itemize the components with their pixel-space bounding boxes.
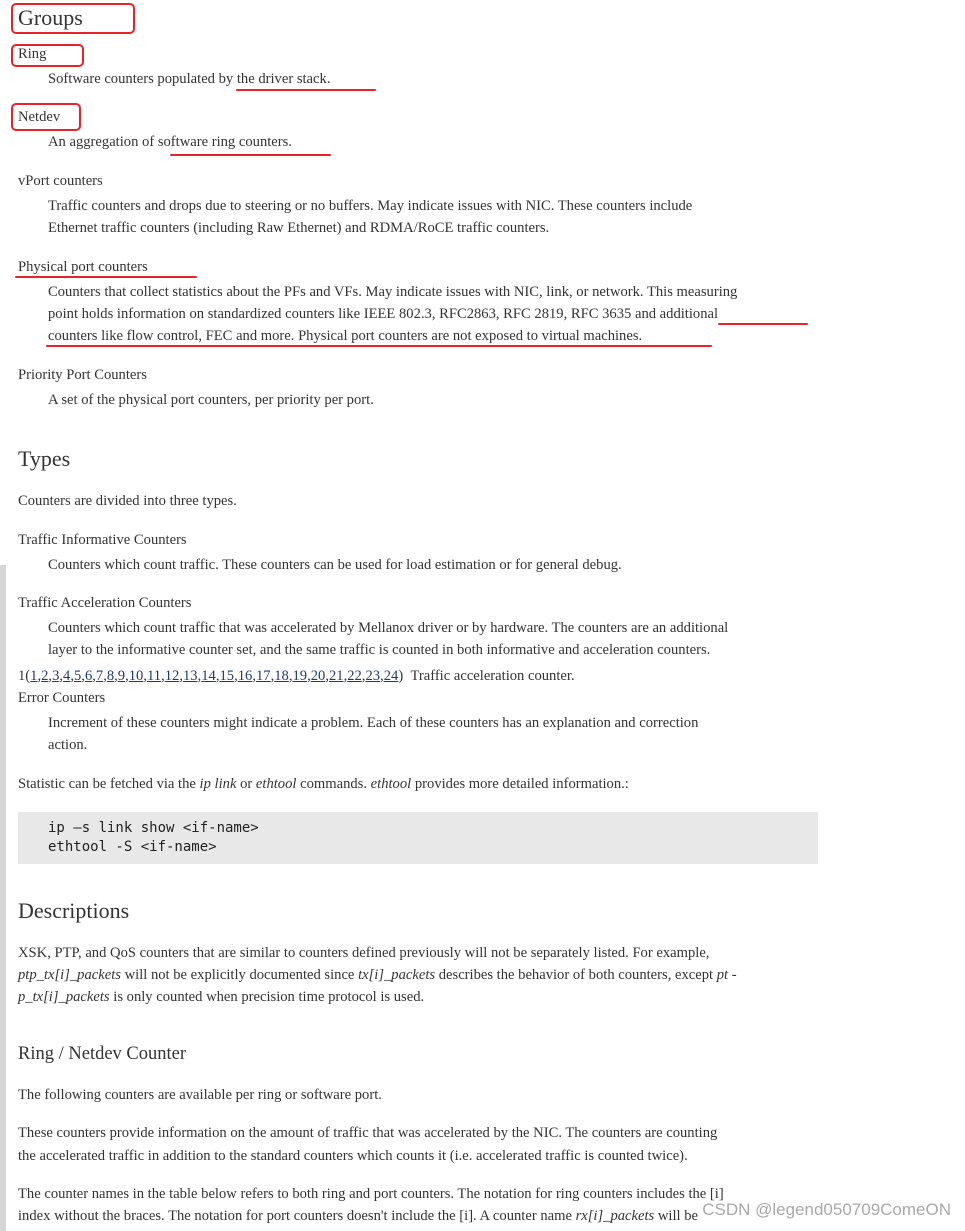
command-ip-link: ip link <box>199 776 237 792</box>
ring-netdev-paragraph: These counters provide information on the amount of traffic that was accelerated by the NIC. The counters are counting <box>18 1125 718 1141</box>
footnote-ref-link[interactable]: 6 <box>84 668 93 684</box>
descriptions-line: XSK, PTP, and QoS counters that are similar to counters defined previously will not be separately listed. For example, <box>18 945 710 961</box>
footnote-ref-link[interactable]: 13 <box>182 668 198 684</box>
error-desc-line: Increment of these counters might indicate a problem. Each of these counters has an explanation and correction <box>48 715 699 731</box>
ring-netdev-paragraph <box>18 1208 698 1225</box>
physical-desc-line: counters like flow control, FEC and more. Physical port counters are not exposed to virtual machines. <box>48 328 643 344</box>
footnote-ref-link[interactable]: 8 <box>106 668 115 684</box>
footnote-ref-link[interactable]: 20 <box>310 668 326 684</box>
physical-desc-line: Counters that collect statistics about the PFs and VFs. May indicate issues with NIC, link, or network. This measuring <box>48 284 738 300</box>
counter-name: rx[i]_packets <box>575 1208 655 1224</box>
footnote-ref-link[interactable]: 11 <box>147 668 162 684</box>
annotation-box <box>11 3 135 34</box>
acceleration-term: Traffic Acceleration Counters <box>18 595 192 611</box>
footnote-ref-link[interactable]: 4 <box>63 668 71 684</box>
watermark: CSDN @legend050709ComeON <box>702 1200 951 1219</box>
text: will be <box>657 1208 699 1224</box>
vport-desc-line: Ethernet traffic counters (including Raw Ethernet) and RDMA/RoCE traffic counters. <box>48 220 550 236</box>
ring-netdev-heading: Ring / Netdev Counter <box>18 1044 187 1064</box>
command-ethtool: ethtool <box>370 776 412 792</box>
footnote-ref-link[interactable]: 15 <box>219 668 235 684</box>
netdev-term: Netdev <box>18 109 61 125</box>
scrollbar[interactable] <box>0 565 6 1231</box>
priority-term: Priority Port Counters <box>18 367 147 383</box>
annotation-underline <box>718 323 808 325</box>
ring-netdev-paragraph: The counter names in the table below refers to both ring and port counters. The notation for ring counters includes the [i] <box>18 1186 724 1202</box>
footnote-ref-link[interactable]: 12 <box>164 668 180 684</box>
text: provides more detailed information.: <box>414 776 629 792</box>
error-term: Error Counters <box>18 690 106 706</box>
text: describes the behavior of both counters, except <box>438 967 714 983</box>
descriptions-line <box>18 989 424 1006</box>
footnote-ref-link[interactable]: 9 <box>117 668 126 684</box>
annotation-box <box>11 44 84 67</box>
counter-name: p_tx[i]_packets <box>18 989 110 1005</box>
ring-desc: Software counters populated by the driver stack. <box>48 71 331 87</box>
priority-desc: A set of the physical port counters, per priority per port. <box>48 392 374 408</box>
counter-name: ptp_tx[i]_packets <box>18 967 121 983</box>
command-ethtool: ethtool <box>255 776 297 792</box>
footnote-ref-link[interactable]: 18 <box>274 668 289 684</box>
physical-term: Physical port counters <box>18 259 148 275</box>
footnote-ref-link[interactable]: 1 <box>30 668 38 684</box>
footnote-ref-link[interactable]: 17 <box>255 668 271 684</box>
counter-name: pt - <box>716 967 737 983</box>
footnote-ref-link[interactable]: 21 <box>328 668 344 684</box>
ring-netdev-paragraph: The following counters are available per ring or software port. <box>18 1087 382 1103</box>
footnote-ref-link[interactable]: 10 <box>128 668 144 684</box>
physical-desc-line: point holds information on standardized counters like IEEE 802.3, RFC2863, RFC 2819, RFC 3635 and additional <box>48 306 719 322</box>
footnote-ref-link[interactable]: 19 <box>292 668 308 684</box>
footnote-refs: 1,2,3,4,5,6,7,8,9,10,11,12,13,14,15,16,17,18,19,20,21,22,23,24 <box>30 668 399 684</box>
text: commands. <box>300 776 368 792</box>
text: Statistic can be fetched via the <box>18 776 196 792</box>
text: is only counted when precision time protocol is used. <box>113 989 425 1005</box>
error-desc-line: action. <box>48 737 88 753</box>
ring-term: Ring <box>18 46 47 62</box>
footnote-ref-link[interactable]: 14 <box>201 668 216 684</box>
text: will not be explicitly documented since <box>124 967 355 983</box>
annotation-underline <box>236 89 376 91</box>
annotation-underline <box>170 154 331 156</box>
counter-name: tx[i]_packets <box>358 967 436 983</box>
types-intro: Counters are divided into three types. <box>18 493 237 509</box>
vport-desc-line: Traffic counters and drops due to steering or no buffers. May indicate issues with NIC. These counters include <box>48 198 693 214</box>
footnote-ref-link[interactable]: 16 <box>237 668 253 684</box>
informative-term: Traffic Informative Counters <box>18 532 187 548</box>
text: index without the braces. The notation for port counters doesn't include the [i]. A counter name <box>18 1208 572 1224</box>
code-line: ethtool -S <if-name> <box>48 839 217 855</box>
descriptions-heading: Descriptions <box>18 898 130 923</box>
netdev-desc: An aggregation of software ring counters. <box>48 134 292 150</box>
footnote-ref-link[interactable]: 22 <box>347 668 362 684</box>
footnote: 1(1,2,3,4,5,6,7,8,9,10,11,12,13,14,15,16,17,18,19,20,21,22,23,24) Traffic acceleration counter. <box>18 668 575 684</box>
informative-desc: Counters which count traffic. These counters can be used for load estimation or for general debug. <box>48 557 622 573</box>
types-heading: Types <box>18 446 71 471</box>
footnote-ref-link[interactable]: 23 <box>365 668 381 684</box>
descriptions-line <box>18 967 737 984</box>
annotation-box <box>11 103 81 131</box>
footnote-ref-link[interactable]: 5 <box>73 668 82 684</box>
footnote-ref-link[interactable]: 24 <box>383 668 399 684</box>
footnote-ref-link[interactable]: 2 <box>41 668 49 684</box>
groups-heading: Groups <box>18 5 83 30</box>
footnote-text: Traffic acceleration counter. <box>410 668 575 684</box>
code-block[interactable] <box>18 812 818 864</box>
annotation-underline <box>46 345 712 347</box>
acceleration-desc-line: Counters which count traffic that was accelerated by Mellanox driver or by hardware. The counters are an additional <box>48 620 729 636</box>
footnote-ref-link[interactable]: 7 <box>95 668 104 684</box>
text: or <box>240 776 253 792</box>
footnote-ref-link[interactable]: 3 <box>52 668 60 684</box>
acceleration-desc-line: layer to the informative counter set, and the same traffic is counted in both informative and acceleration counters. <box>48 642 711 658</box>
statistic-paragraph <box>18 776 629 793</box>
ring-netdev-paragraph: the accelerated traffic in addition to the standard counters which counts it (i.e. accelerated traffic is counted twice). <box>18 1148 688 1164</box>
code-line: ip –s link show <if-name> <box>48 820 259 836</box>
footnote-number: 1 <box>18 668 26 684</box>
vport-term: vPort counters <box>18 173 103 189</box>
annotation-underline <box>15 276 197 278</box>
